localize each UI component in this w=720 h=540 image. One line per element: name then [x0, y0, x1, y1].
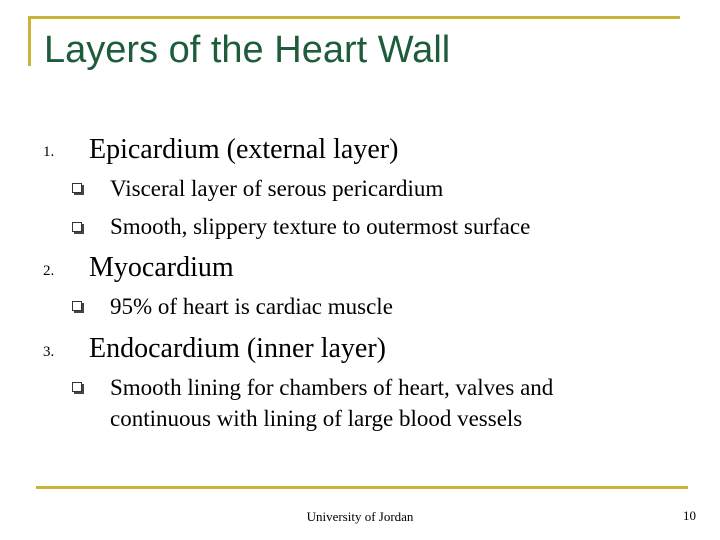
- bullet-text-continuation: continuous with lining of large blood vessels: [110, 406, 523, 431]
- square-bullet-icon: [72, 183, 82, 193]
- slide-title: Layers of the Heart Wall: [44, 29, 451, 71]
- bottom-rule: [36, 486, 688, 489]
- item-heading-epicardium: Epicardium (external layer): [89, 134, 399, 165]
- page-number: 10: [683, 508, 696, 523]
- item-heading-myocardium: Myocardium: [89, 252, 234, 283]
- square-bullet-icon: [72, 222, 82, 232]
- bullet-text: Visceral layer of serous pericardium: [110, 176, 444, 201]
- item-number-3: 3.: [43, 344, 55, 360]
- bullet-text: Smooth lining for chambers of heart, valves and: [110, 375, 554, 400]
- bullet-text: Smooth, slippery texture to outermost surface: [110, 214, 531, 239]
- square-bullet-icon: [72, 382, 82, 392]
- top-rule: [28, 16, 680, 19]
- left-rule: [28, 16, 31, 66]
- item-heading-endocardium: Endocardium (inner layer): [89, 333, 386, 364]
- footer-text: University of Jordan: [306, 509, 414, 524]
- square-bullet-icon: [72, 301, 82, 311]
- bullet-text: 95% of heart is cardiac muscle: [110, 294, 393, 319]
- item-number-1: 1.: [43, 144, 55, 160]
- item-number-2: 2.: [43, 263, 55, 279]
